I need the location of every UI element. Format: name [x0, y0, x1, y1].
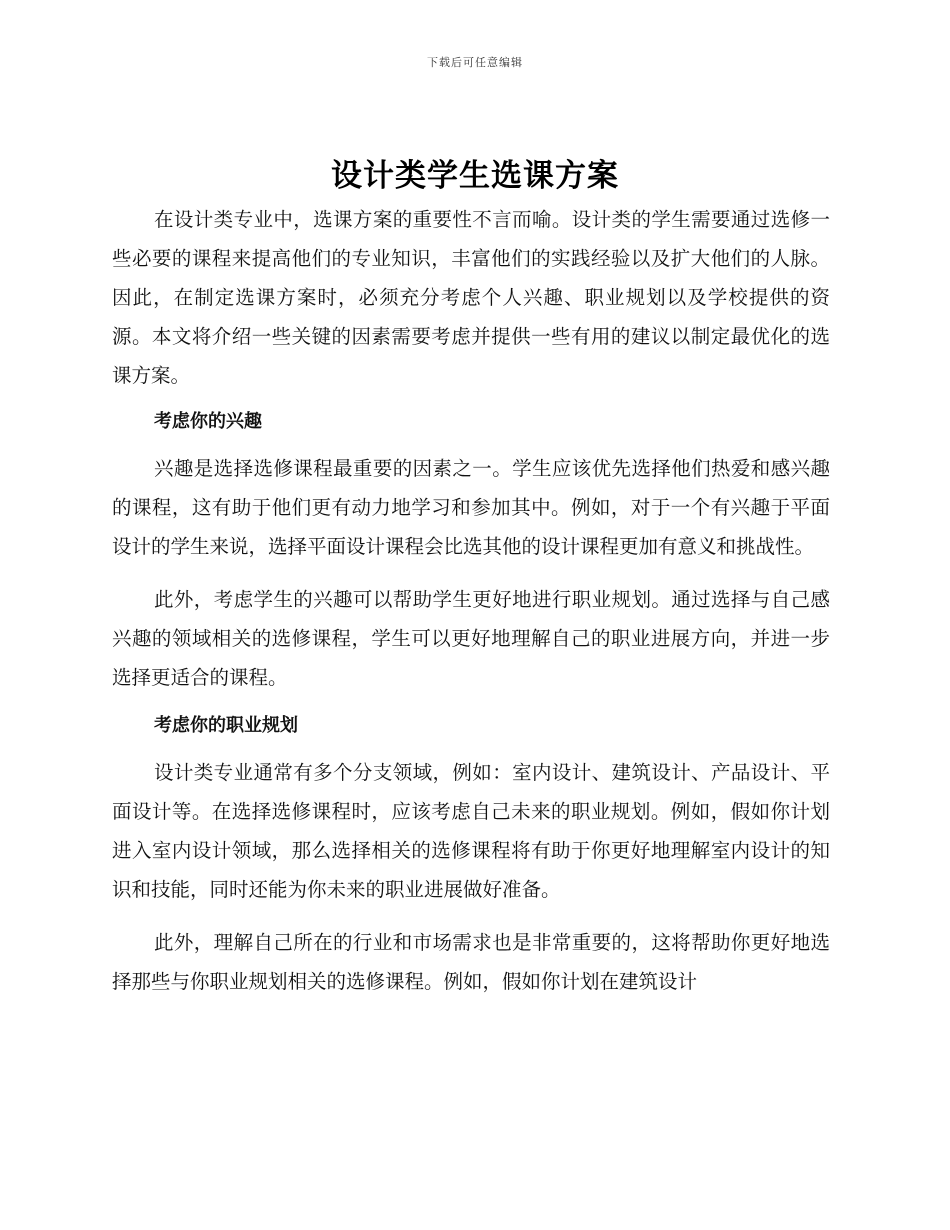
intro-paragraph: 在设计类专业中，选课方案的重要性不言而喻。设计类的学生需要通过选修一些必要的课程来提高他们的专业知识，丰富他们的实践经验以及扩大他们的人脉。因此，在制定选课方案时，必须充分考虑个人兴趣、职业规划以及学校提供的资源。本文将介绍一些关键的因素需要考虑并提供一些有用的建议以制定最优化的选课方案。 [112, 208, 830, 387]
body-paragraph: 设计类专业通常有多个分支领域，例如：室内设计、建筑设计、产品设计、平面设计等。在选择选修课程时，应该考虑自己未来的职业规划。例如，假如你计划进入室内设计领域，那么选择相关的选修课程将有助于你更好地理解室内设计的知识和技能，同时还能为你未来的职业进展做好准备。 [112, 761, 830, 901]
document-title: 设计类学生选课方案 [331, 158, 619, 194]
header-note: 下载后可任意编辑 [427, 56, 523, 69]
section-heading-career: 考虑你的职业规划 [154, 715, 298, 736]
document-body [112, 200, 830, 1001]
body-paragraph: 此外，理解自己所在的行业和市场需求也是非常重要的，这将帮助你更好地选择那些与你职业规划相关的选修课程。例如，假如你计划在建筑设计 [112, 931, 830, 993]
section-heading-interest: 考虑你的兴趣 [154, 411, 262, 432]
body-paragraph: 此外，考虑学生的兴趣可以帮助学生更好地进行职业规划。通过选择与自己感兴趣的领域相关的选修课程，学生可以更好地理解自己的职业进展方向，并进一步选择更适合的课程。 [112, 588, 830, 689]
body-paragraph: 兴趣是选择选修课程最重要的因素之一。学生应该优先选择他们热爱和感兴趣的课程，这有助于他们更有动力地学习和参加其中。例如，对于一个有兴趣于平面设计的学生来说，选择平面设计课程会比选其他的设计课程更加有意义和挑战性。 [112, 457, 830, 558]
